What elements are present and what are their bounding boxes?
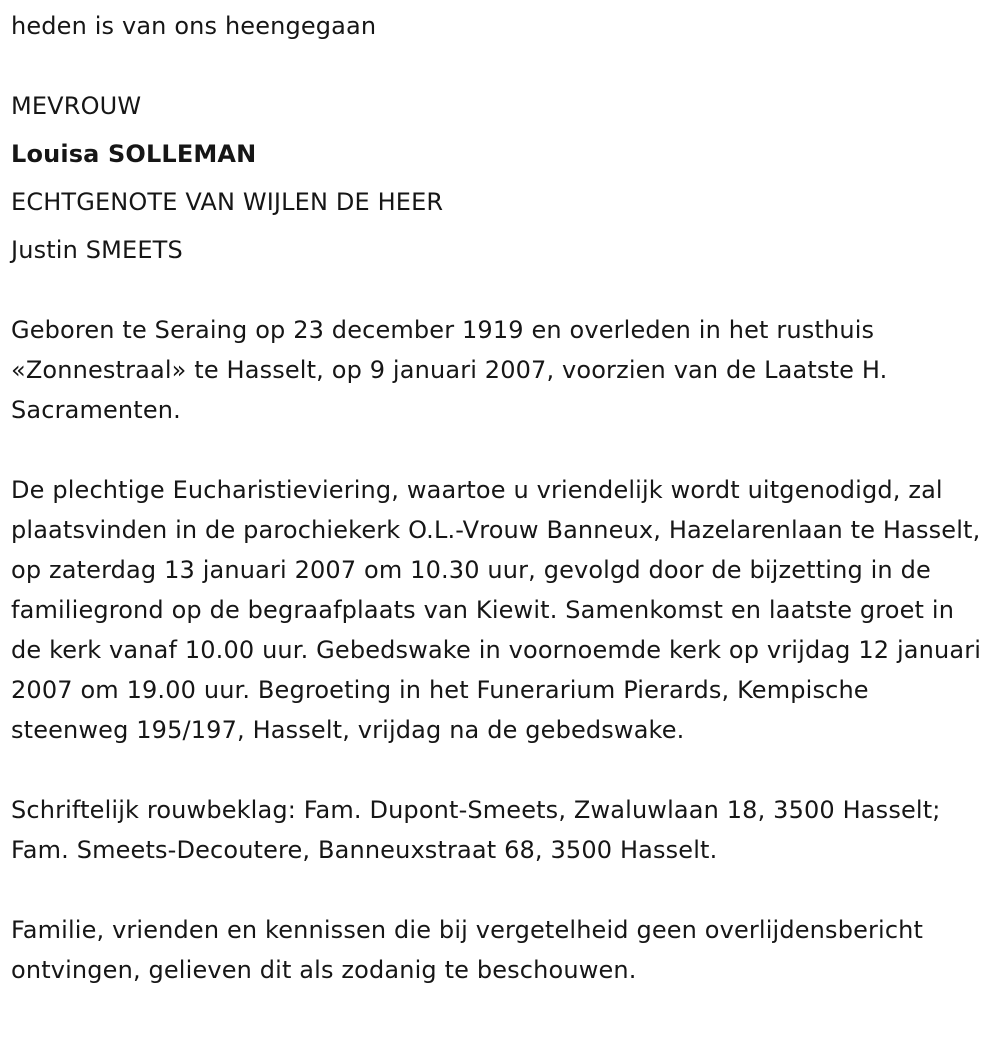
spouse-name: Justin SMEETS bbox=[11, 236, 183, 264]
ceremony-paragraph: De plechtige Eucharistieviering, waartoe u vriendelijk wordt uitgenodigd, zal plaatsvinden in de parochiekerk O.L.-Vrouw Banneux, Hazelarenlaan te Hasselt, op zaterdag 13 januari 2007 om 10.30 uur, gevolgd door de bijzetting in de familiegrond op de begraafplaats van Kiewit. Samenkomst en laatste groet in de kerk vanaf 10.00 uur. Gebedswake in voornoemde kerk op vrijdag 12 januari 2007 om 19.00 uur. Begroeting in het Funerarium Pierards, Kempische steenweg 195/197, Hasselt, vrijdag na de gebedswake. bbox=[11, 476, 982, 744]
relation-line: ECHTGENOTE VAN WIJLEN DE HEER bbox=[11, 188, 444, 216]
closing-paragraph: Familie, vrienden en kennissen die bij vergetelheid geen overlijdensbericht ontvingen, gelieven dit als zodanig te beschouwen. bbox=[11, 916, 924, 984]
condolences-paragraph: Schriftelijk rouwbeklag: Fam. Dupont-Smeets, Zwaluwlaan 18, 3500 Hasselt; Fam. Smeets-Decoutere, Banneuxstraat 68, 3500 Hasselt. bbox=[11, 796, 941, 864]
deceased-name: Louisa SOLLEMAN bbox=[11, 140, 257, 168]
spacer bbox=[11, 278, 991, 310]
spacer bbox=[11, 750, 991, 790]
intro-line: heden is van ons heengegaan bbox=[11, 12, 377, 40]
spacer bbox=[11, 870, 991, 910]
spacer bbox=[11, 54, 991, 86]
salutation: MEVROUW bbox=[11, 92, 142, 120]
birth-death-paragraph: Geboren te Seraing op 23 december 1919 en overleden in het rusthuis «Zonnestraal» te Hasselt, op 9 januari 2007, voorzien van de Laatste H. Sacramenten. bbox=[11, 316, 888, 424]
obituary-document bbox=[11, 6, 991, 990]
spacer bbox=[11, 430, 991, 470]
